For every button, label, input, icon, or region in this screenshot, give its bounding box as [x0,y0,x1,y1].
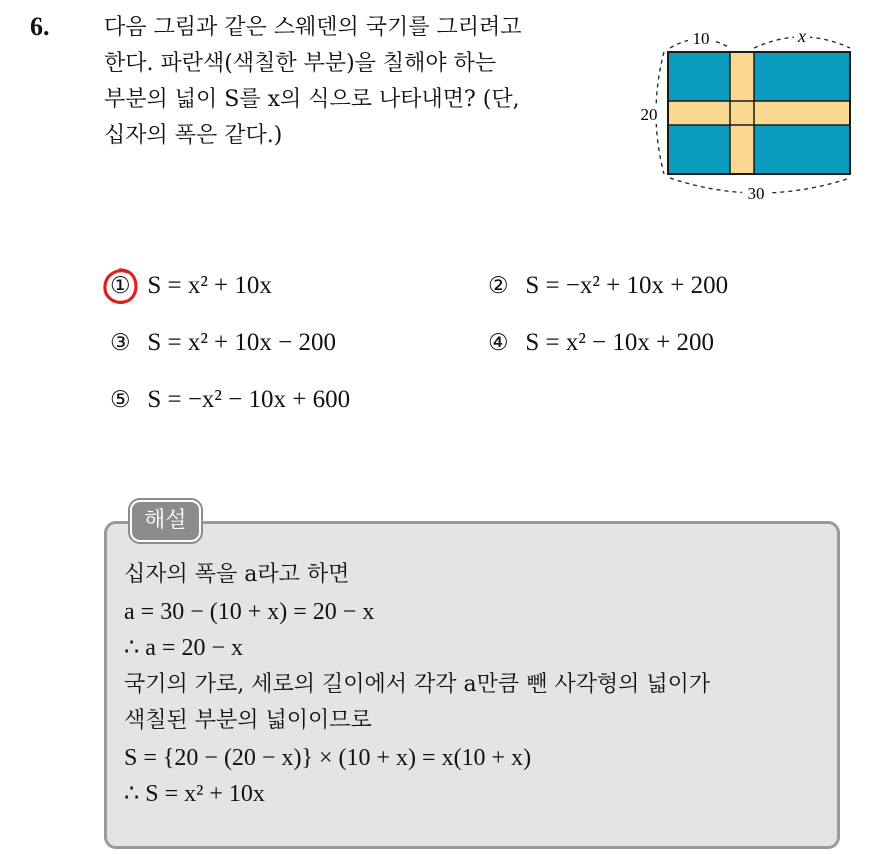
solution-line: a = 30 − (10 + x) = 20 − x [124,598,375,625]
solution-line: ∴ S = x² + 10x [124,781,265,807]
question-line: 부분의 넓이 S를 x의 식으로 나타내면? (단, [104,87,520,112]
choice-5[interactable] [110,386,350,414]
choice-4[interactable] [488,329,714,357]
choice-expression: S = x² + 10x [147,272,272,299]
label-bottom: 30 [747,184,765,202]
solution-line: 십자의 폭을 a라고 하면 [124,562,350,587]
question-line: 다음 그림과 같은 스웨덴의 국기를 그리려고 [104,15,522,40]
answer-circle-mark [100,266,140,306]
sweden-flag-figure [630,22,870,202]
choice-mark: ④ [488,330,509,356]
choice-mark: ① [110,273,131,299]
choice-mark: ⑤ [110,387,131,413]
solution-badge: 해설 [130,500,201,542]
question-line: 십자의 폭은 같다.) [104,123,283,148]
label-left: 20 [640,105,658,124]
solution-text [124,557,710,813]
solution-line: S = {20 − (20 − x)} × (10 + x) = x(10 + x) [124,744,532,771]
label-top-left: 10 [692,29,710,48]
choice-3[interactable] [110,329,336,357]
label-top-right: x [798,26,806,46]
choice-expression: S = −x² + 10x + 200 [525,272,729,299]
solution-line: 색칠된 부분의 넓이이므로 [124,708,372,733]
choice-mark: ③ [110,330,131,356]
choice-expression: S = x² + 10x − 200 [147,329,337,356]
choice-2[interactable] [488,272,728,300]
choice-expression: S = x² − 10x + 200 [525,329,715,356]
solution-line: ∴ a = 20 − x [124,635,243,661]
choice-expression: S = −x² − 10x + 600 [147,386,351,413]
solution-line: 국기의 가로, 세로의 길이에서 각각 a만큼 뺀 사각형의 넓이가 [124,671,711,697]
question-number: 6. [30,12,50,41]
choice-mark: ② [488,273,509,299]
question-line: 한다. 파란색(색칠한 부분)을 칠해야 하는 [104,51,497,76]
flag-horizontal-stripe [668,101,850,125]
question-text [104,10,624,154]
